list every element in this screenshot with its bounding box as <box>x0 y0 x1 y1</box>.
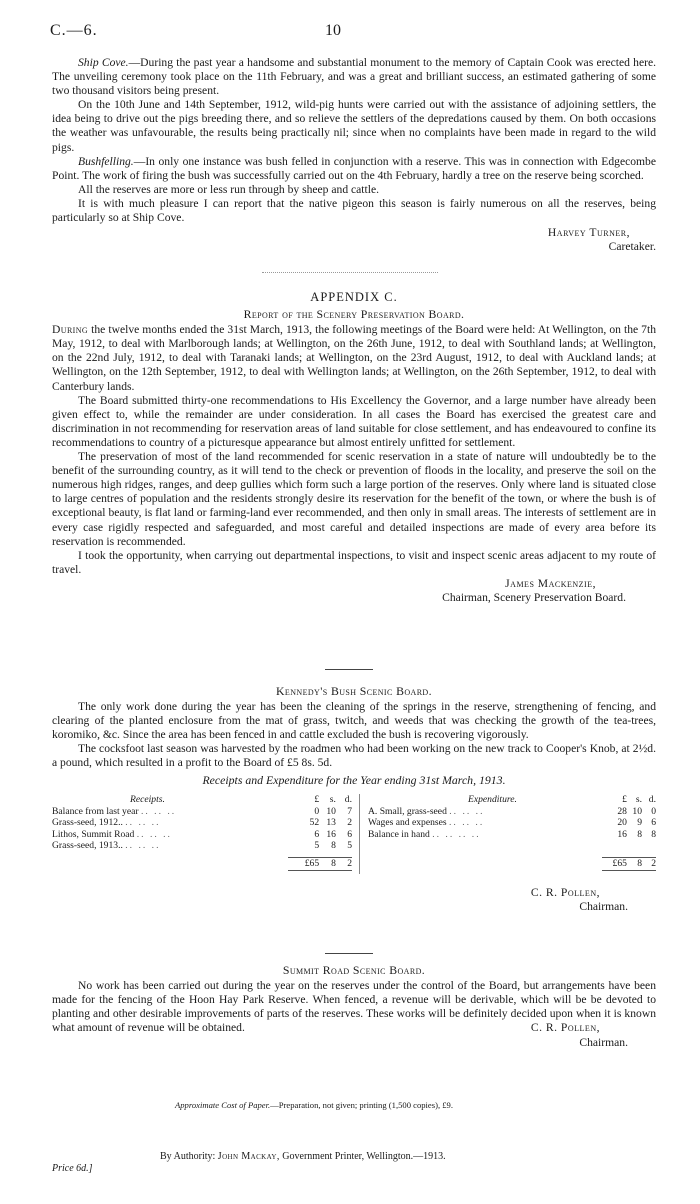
row-shillings: 13 <box>326 817 336 828</box>
accounts-title: Receipts and Expenditure for the Year ending 31st March, 1913. <box>202 772 506 787</box>
first-word: During <box>52 323 89 337</box>
ship-cove-text: —During the past year a handsome and substantial monument to the memory of Captain Cook was erected here. The unveiling ceremony took place on the 11th February, and was a great and brilliant success, an estimated gathering of some two thousand visitors being present. <box>52 56 656 98</box>
total-shillings: 8 <box>627 858 642 871</box>
row-item: Lithos, Summit Road .. .. .. <box>52 828 172 840</box>
meetings-paragraph <box>52 323 656 393</box>
cost-text: —Preparation, not given; printing (1,500 copies), £9. <box>270 1100 453 1110</box>
springs-paragraph: The only work done during the year has been the cleaning of the springs in the reserve, strengthening of fencing, and clearing of the planted enclosure from the mat of grass, twitch, and weeds that was checking the growth of the tea-trees, koromiko, &c. Since the area has been fenced in and cattle excluded the bush is recovering vigorously. <box>52 700 656 742</box>
signatory-name: C. R. Pollen, <box>530 1021 600 1035</box>
summit-title: Summit Road Scenic Board. <box>282 963 426 977</box>
section-divider <box>262 272 438 273</box>
total-row <box>368 858 656 871</box>
row-shillings: 8 <box>637 828 643 840</box>
table-header-row <box>368 794 656 806</box>
bushfelling-paragraph <box>52 155 656 183</box>
signatory-title: Chairman, Scenery Preservation Board. <box>442 590 626 604</box>
price-note: Price 6d.] <box>52 1163 93 1174</box>
total-shillings: 8 <box>319 858 336 871</box>
row-shillings: 10 <box>632 805 643 817</box>
row-pounds: 0 <box>314 805 320 817</box>
recommendations-paragraph: The Board submitted thirty-one recommendations to His Excellency the Governor, and a large number have already been given effect to, while the remainder are under consideration. In all cases the Board has exercised the greatest care and discrimination in not recommending for reservation areas of land suitable for close settlement, and has endeavoured to confine its recommendations to country of a picturesque appearance but almost entirely unfitted for settlement. <box>52 393 656 449</box>
row-pounds: 6 <box>314 828 320 840</box>
row-pounds: 5 <box>314 840 320 851</box>
pence-header: d. <box>344 794 352 805</box>
row-label: Balance from last year <box>52 805 139 817</box>
sheep-cattle-paragraph: All the reserves are more or less run through by sheep and cattle. <box>78 182 380 196</box>
section-divider <box>325 953 373 954</box>
pollen-signature <box>52 886 656 914</box>
signatory-title: Caretaker. <box>608 240 656 254</box>
row-pounds: 16 <box>617 828 627 840</box>
pounds-header: £ <box>314 794 320 805</box>
meetings-text: the twelve months ended the 31st March, 1913, the following meetings of the Board were held: At Wellington, on the 7th May, 1912, to deal with Marlborough lands; at Wellington, on the 26th June, 1912, to deal with Southland lands; at Wellington, on the 22nd July, 1912, to deal with Taranaki lands; at Wellington, on the 23rd August, 1912, to deal with Auckland lands; at Wellington, on the 12th September, 1912, to deal with Wellington lands; at Wellington, on the 26th September, 1912, to deal with Canterbury lands. <box>52 323 656 393</box>
section-divider <box>325 669 373 670</box>
row-label: A. Small, grass-seed <box>368 805 447 817</box>
cocksfoot-paragraph: The cocksfoot last season was harvested by the roadmen who had been working on the new track to Cooper's Knob, at 2½d. a pound, which resulted in a profit to the Board of £5 8s. 5d. <box>52 742 656 770</box>
caretaker-signature <box>52 226 656 254</box>
bushfelling-text: —In only one instance was bush felled in conjunction with a reserve. This was in connection with Edgecombe Point. The work of firing the bush was successfully carried out on the 4th February, hardly a tree on the reserve being scorched. <box>52 154 656 182</box>
row-item: Balance from last year .. .. .. <box>52 805 177 817</box>
authority-suffix: Government Printer, Wellington.—1913. <box>282 1151 446 1162</box>
row-pence: 6 <box>347 828 352 840</box>
row-pence: 6 <box>651 817 656 828</box>
document-reference: C.—6. <box>50 22 98 39</box>
table-row <box>368 817 656 829</box>
signatory-name: James Mackenzie, <box>505 576 596 590</box>
printer-name: John Mackay, <box>217 1151 280 1162</box>
table-row <box>52 840 352 852</box>
row-shillings: 10 <box>326 805 336 817</box>
row-shillings: 8 <box>331 840 336 851</box>
row-label: Lithos, Summit Road <box>52 828 135 840</box>
row-pounds: 52 <box>309 817 320 828</box>
chairman-signature <box>52 577 656 605</box>
ship-cove-paragraph <box>52 56 656 98</box>
receipts-table <box>52 794 352 871</box>
pence-header: d. <box>648 794 656 805</box>
row-pounds: 20 <box>617 817 627 828</box>
native-pigeon-paragraph: It is with much pleasure I can report that the native pigeon this season is fairly numerous on all the reserves, being particularly so at Ship Cove. <box>52 196 656 225</box>
table-header-row <box>52 794 352 806</box>
ship-cove-label: Ship Cove. <box>78 56 129 69</box>
summit-paragraph: No work has been carried out during the year on the reserves under the control of the Board, but arrangements have been made for the fencing of the Hoon Hay Park Reserve. When fenced, a revenue will be derivable, which will be be devoted to planting and other desirable improvements of parts of the reserves. These works will be definitely decided upon when it is known what amount of revenue will be obtained. <box>52 979 656 1035</box>
expenditure-label: Expenditure. <box>468 794 517 805</box>
shillings-header: s. <box>635 794 643 805</box>
row-label: Grass-seed, 1912.. <box>52 817 123 828</box>
table-row <box>52 829 352 841</box>
appendix-subtitle: Report of the Scenery Preservation Board. <box>243 307 465 322</box>
row-item: A. Small, grass-seed .. .. .. <box>368 805 485 817</box>
page-number: 10 <box>325 22 341 39</box>
table-row <box>368 829 656 841</box>
total-pence: 2 <box>642 858 656 871</box>
row-pounds: 28 <box>617 805 627 817</box>
row-item: Grass-seed, 1912.. .. .. .. <box>52 817 161 828</box>
row-item: Balance in hand .. .. .. .. <box>368 828 481 840</box>
signatory-name: Harvey Turner, <box>547 226 630 240</box>
signatory-title: Chairman. <box>579 1035 628 1049</box>
row-pence: 0 <box>651 805 656 817</box>
ship-cove-section <box>52 56 656 254</box>
pig-hunt-paragraph: On the 10th June and 14th September, 1912, wild-pig hunts were carried out with the assistance of adjoining settlers, the idea being to drive out the pigs breeding there, and so relieve the settlers of the depredations caused by them. On both occasions the weather was unfavourable, the results being practically nil; since when no complaints have been made in regard to the wild pigs. <box>52 98 656 154</box>
table-row <box>368 806 656 818</box>
row-label: Wages and expenses <box>368 817 447 828</box>
paper-cost-note <box>175 1100 453 1110</box>
summit-road-section <box>52 963 656 1050</box>
shillings-header: s. <box>329 794 336 805</box>
kennedys-bush-section <box>52 684 656 787</box>
total-pounds: £65 <box>288 858 319 871</box>
signatory-title: Chairman. <box>579 900 628 914</box>
total-pence: 2 <box>336 858 352 871</box>
row-item: Grass-seed, 1913.. .. .. .. <box>52 840 161 851</box>
kennedy-title: Kennedy's Bush Scenic Board. <box>276 684 432 698</box>
row-shillings: 16 <box>326 828 336 840</box>
pounds-header: £ <box>622 794 627 805</box>
expenditure-table <box>368 794 656 871</box>
row-pence: 5 <box>347 840 352 851</box>
inspection-paragraph: I took the opportunity, when carrying out departmental inspections, to visit and inspect scenic areas adjacent to my route of travel. <box>52 548 656 576</box>
authority-prefix: By Authority: <box>160 1151 216 1162</box>
row-label: Grass-seed, 1913.. <box>52 840 123 851</box>
total-pounds: £65 <box>602 858 627 871</box>
table-row <box>52 806 352 818</box>
preservation-paragraph: The preservation of most of the land recommended for scenic reservation in a state of nature will undoubtedly be to the benefit of the surrounding country, as it will tend to the check or prevention of floods in the locality, and preserve the soil on the numerous high ridges, ranges, and deep gullies which form such a large portion of the reserves. Only where land is situated close to large centres of population and the residents strongly desire its reservation for the benefit of the town, or where the bush is of exceptional beauty, is flat land or farming-land ever recommended, and then only in small areas. The interests of settlement are in every case rigidly respected and safeguarded, and most careful and detailed inspections are made of every area before its reservation is recommended. <box>52 450 656 548</box>
cost-label: Approximate Cost of Paper. <box>175 1100 271 1110</box>
row-pence: 2 <box>347 817 352 828</box>
signatory-name: C. R. Pollen, <box>530 886 600 899</box>
receipts-label: Receipts. <box>130 794 165 805</box>
appendix-title: APPENDIX C. <box>310 290 398 304</box>
row-shillings: 9 <box>637 817 643 828</box>
printer-authority <box>160 1151 446 1162</box>
bushfelling-label: Bushfelling. <box>78 154 134 168</box>
row-pence: 7 <box>347 805 352 817</box>
appendix-c-section <box>52 290 656 605</box>
table-row <box>52 817 352 829</box>
row-pence: 8 <box>651 828 656 840</box>
pollen-signature-block <box>52 886 656 914</box>
row-item: Wages and expenses .. .. .. <box>368 817 485 828</box>
total-row <box>52 858 352 871</box>
table-divider <box>359 794 360 874</box>
row-label: Balance in hand <box>368 828 430 840</box>
